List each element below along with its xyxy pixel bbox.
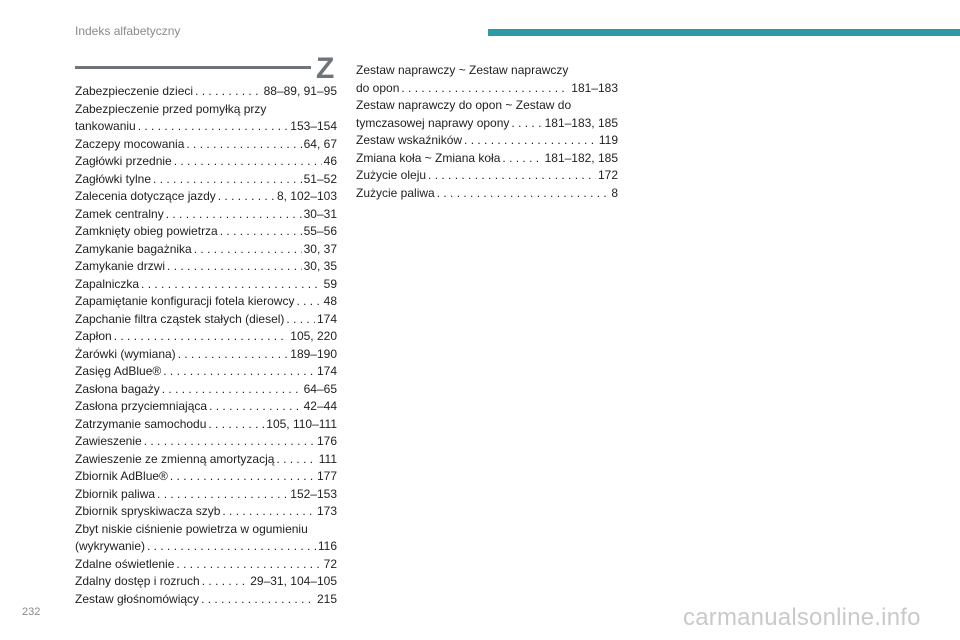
index-entry-term: Zbiornik spryskiwacza szyb: [75, 504, 221, 518]
index-entry-term: Zbiornik AdBlue®: [75, 469, 168, 483]
index-entry: [75, 241, 337, 259]
index-entry-pages: 51–52: [303, 171, 337, 186]
index-entry: [75, 153, 337, 171]
index-entry-row: [75, 171, 337, 189]
index-entry-term: Zasłona bagaży: [75, 381, 160, 396]
index-entry-row: [356, 167, 618, 185]
dot-leader: [201, 591, 315, 609]
dot-leader: [511, 115, 542, 133]
dot-leader: [218, 188, 275, 206]
dot-leader: [194, 241, 302, 259]
index-entry-row: [75, 538, 337, 556]
index-entry-pages: 72: [323, 556, 337, 571]
index-entry-row: [75, 451, 337, 469]
index-entry-pages: 64, 67: [303, 136, 337, 151]
index-entry-pages: 29–31, 104–105: [250, 574, 337, 588]
index-entry-term: Zasłona przyciemniająca: [75, 399, 208, 413]
index-entry: [75, 223, 337, 241]
index-entry-pages: 176: [316, 434, 337, 448]
index-entry: [75, 101, 337, 136]
index-entry-term: tankowaniu: [75, 119, 136, 133]
watermark: carmanualsonline.info: [683, 604, 921, 631]
index-entry-term: Zużycie paliwa: [356, 185, 435, 200]
index-entry-pages: 174: [316, 311, 337, 326]
dot-leader: [157, 486, 288, 504]
index-entry-row: [75, 118, 337, 136]
index-entry-pages: 42–44: [303, 399, 337, 413]
index-entry: [75, 188, 337, 206]
index-entry-row: [356, 132, 618, 150]
index-entry-row: [356, 185, 618, 203]
index-entry-pages: 215: [316, 591, 337, 606]
index-entry-term: Zużycie oleju: [356, 168, 427, 182]
index-entry-row: [75, 153, 337, 171]
index-entry-pages: 8, 102–103: [276, 189, 337, 203]
dot-leader: [195, 83, 262, 101]
dot-leader: [428, 167, 596, 185]
index-entry-term-line: Zabezpieczenie przed pomyłką przy: [75, 101, 267, 116]
dot-leader: [209, 398, 302, 416]
index-entry: [75, 276, 337, 294]
index-entry-pages: 181–183: [571, 80, 618, 95]
index-entry-term: Zapalniczka: [75, 276, 140, 291]
index-entry-term: Zestaw głośnomówiący: [75, 591, 200, 606]
index-entry-pages: 119: [598, 133, 618, 147]
index-entry-pages: 172: [597, 168, 618, 182]
index-entry-term: Zapchanie filtra cząstek stałych (diesel): [75, 311, 285, 326]
index-entry-term: Żarówki (wymiana): [75, 346, 176, 361]
header-accent-bar: [488, 29, 960, 36]
dot-leader: [202, 573, 249, 591]
index-entry: [356, 150, 618, 168]
index-entry-row: [75, 556, 337, 574]
index-entry-term: Zasięg AdBlue®: [75, 364, 162, 378]
index-entry-row: [75, 241, 337, 259]
index-entry-pages: 46: [323, 154, 337, 168]
index-entry-row: [75, 83, 337, 101]
dot-leader: [222, 503, 315, 521]
index-column-left: [75, 83, 337, 608]
index-entry-pages: 59: [323, 276, 337, 291]
dot-leader: [178, 346, 289, 364]
index-entry-pages: 111: [318, 451, 337, 466]
dot-leader: [296, 293, 321, 311]
dot-leader: [153, 171, 302, 189]
index-entry-row: [75, 433, 337, 451]
index-entry-row: [75, 573, 337, 591]
index-entry: [75, 486, 337, 504]
index-entry-term: Zawieszenie ze zmienną amortyzacją: [75, 451, 275, 466]
index-entry: [75, 293, 337, 311]
index-entry-row: [75, 363, 337, 381]
index-entry: [75, 451, 337, 469]
index-entry-pages: 173: [316, 504, 337, 518]
section-letter: Z: [316, 52, 335, 85]
index-entry-term: Zapamiętanie konfiguracji fotela kierowcy: [75, 294, 295, 308]
dot-leader: [114, 328, 289, 346]
index-entry-pages: 152–153: [290, 486, 337, 501]
dot-leader: [286, 311, 315, 329]
index-entry: [75, 83, 337, 101]
index-entry-pages: 105, 220: [290, 329, 337, 343]
index-entry-term: Zamykanie bagażnika: [75, 241, 192, 256]
index-entry-term: do opon: [356, 80, 400, 95]
index-entry-term: Zestaw wskaźników: [356, 133, 463, 147]
index-entry-term: Zagłówki tylne: [75, 171, 152, 186]
index-entry: [75, 503, 337, 521]
index-entry: [356, 167, 618, 185]
index-entry-pages: 88–89, 91–95: [263, 84, 337, 98]
dot-leader: [176, 556, 321, 574]
dot-leader: [208, 416, 264, 434]
index-entry-row: [75, 311, 337, 329]
dot-leader: [138, 118, 289, 136]
index-entry-row: [75, 591, 337, 609]
index-entry: [75, 311, 337, 329]
section-divider: [75, 66, 311, 69]
index-entry-row: [356, 150, 618, 168]
index-entry-term: tymczasowej naprawy opony: [356, 115, 510, 130]
index-entry-pages: 116: [317, 539, 337, 553]
index-entry-pages: 174: [316, 364, 337, 378]
index-entry-pages: 55–56: [303, 224, 337, 238]
index-entry: [75, 258, 337, 276]
index-entry: [356, 132, 618, 150]
index-entry-term: Zamek centralny: [75, 206, 164, 221]
index-entry-row: [75, 416, 337, 434]
dot-leader: [147, 538, 316, 556]
index-entry-pages: 181–182, 185: [544, 150, 618, 165]
dot-leader: [163, 363, 315, 381]
dot-leader: [401, 80, 569, 98]
dot-leader: [186, 136, 301, 154]
index-entry-row: [75, 468, 337, 486]
dot-leader: [166, 206, 302, 224]
index-entry: [356, 185, 618, 203]
dot-leader: [276, 451, 316, 469]
index-entry-row: [75, 503, 337, 521]
index-entry-row: [75, 486, 337, 504]
index-entry-row: [75, 346, 337, 364]
index-entry-row: [75, 136, 337, 154]
index-entry-pages: 30, 37: [303, 241, 337, 256]
index-entry-pages: 8: [611, 185, 618, 200]
index-entry-term: Zamknięty obieg powietrza: [75, 224, 218, 238]
index-entry-term: Zmiana koła ~ Zmiana koła: [356, 150, 501, 165]
index-entry-row: [356, 115, 618, 133]
index-entry: [75, 346, 337, 364]
index-entry-pages: 153–154: [290, 119, 337, 133]
index-entry: [75, 521, 337, 556]
dot-leader: [144, 433, 315, 451]
dot-leader: [437, 185, 610, 203]
dot-leader: [464, 132, 597, 150]
index-entry-term: Zawieszenie: [75, 434, 142, 448]
index-entry-row: [75, 276, 337, 294]
index-entry: [75, 556, 337, 574]
index-entry-pages: 189–190: [290, 346, 337, 361]
index-entry-row: [75, 381, 337, 399]
index-entry-row: [75, 188, 337, 206]
index-entry: [75, 591, 337, 609]
index-entry: [75, 206, 337, 224]
index-entry: [75, 328, 337, 346]
dot-leader: [502, 150, 542, 168]
index-entry: [75, 398, 337, 416]
index-entry-term-line: Zestaw naprawczy ~ Zestaw naprawczy: [356, 63, 569, 77]
index-entry-row: [75, 328, 337, 346]
index-entry-row: [75, 398, 337, 416]
index-entry-term: Zbiornik paliwa: [75, 486, 156, 501]
index-entry-term: Zatrzymanie samochodu: [75, 416, 207, 431]
index-entry-term: Zamykanie drzwi: [75, 259, 166, 273]
index-entry: [75, 136, 337, 154]
index-entry-pages: 30, 35: [303, 259, 337, 273]
index-entry-pages: 177: [316, 469, 337, 483]
index-entry-pages: 48: [323, 294, 337, 308]
index-entry: [75, 573, 337, 591]
index-entry-pages: 181–183, 185: [544, 115, 618, 130]
index-entry-term: Zabezpieczenie dzieci: [75, 84, 194, 98]
index-entry-term: Zdalny dostęp i rozruch: [75, 574, 200, 588]
index-column-right: [356, 62, 618, 202]
index-entry-term: (wykrywanie): [75, 539, 146, 553]
index-entry: [75, 381, 337, 399]
index-entry: [356, 97, 618, 132]
dot-leader: [141, 276, 322, 294]
dot-leader: [167, 258, 302, 276]
index-entry-term: Zalecenia dotyczące jazdy: [75, 189, 216, 203]
index-entry-pages: 30–31: [303, 206, 337, 221]
index-entry-term-line: Zbyt niskie ciśnienie powietrza w ogumieniu: [75, 521, 308, 536]
index-entry-term: Zdalne oświetlenie: [75, 556, 175, 571]
index-entry: [75, 171, 337, 189]
index-entry-term: Zagłówki przednie: [75, 154, 172, 168]
index-entry-term: Zapłon: [75, 329, 112, 343]
index-entry-pages: 105, 110–111: [266, 416, 337, 431]
index-entry-row: [75, 258, 337, 276]
dot-leader: [170, 468, 315, 486]
index-entry: [75, 363, 337, 381]
index-entry-term: Zaczepy mocowania: [75, 136, 185, 151]
index-entry: [75, 468, 337, 486]
index-entry-row: [75, 206, 337, 224]
index-entry-row: [356, 80, 618, 98]
index-entry-row: [75, 293, 337, 311]
index-entry: [75, 416, 337, 434]
index-entry-row: [75, 223, 337, 241]
dot-leader: [162, 381, 302, 399]
index-entry-pages: 64–65: [303, 381, 337, 396]
index-entry-term-line: Zestaw naprawczy do opon ~ Zestaw do: [356, 98, 572, 112]
running-header-title: Indeks alfabetyczny: [75, 24, 181, 38]
index-entry: [356, 62, 618, 97]
dot-leader: [220, 223, 302, 241]
dot-leader: [174, 153, 322, 171]
index-entry: [75, 433, 337, 451]
page-number: 232: [22, 606, 41, 618]
